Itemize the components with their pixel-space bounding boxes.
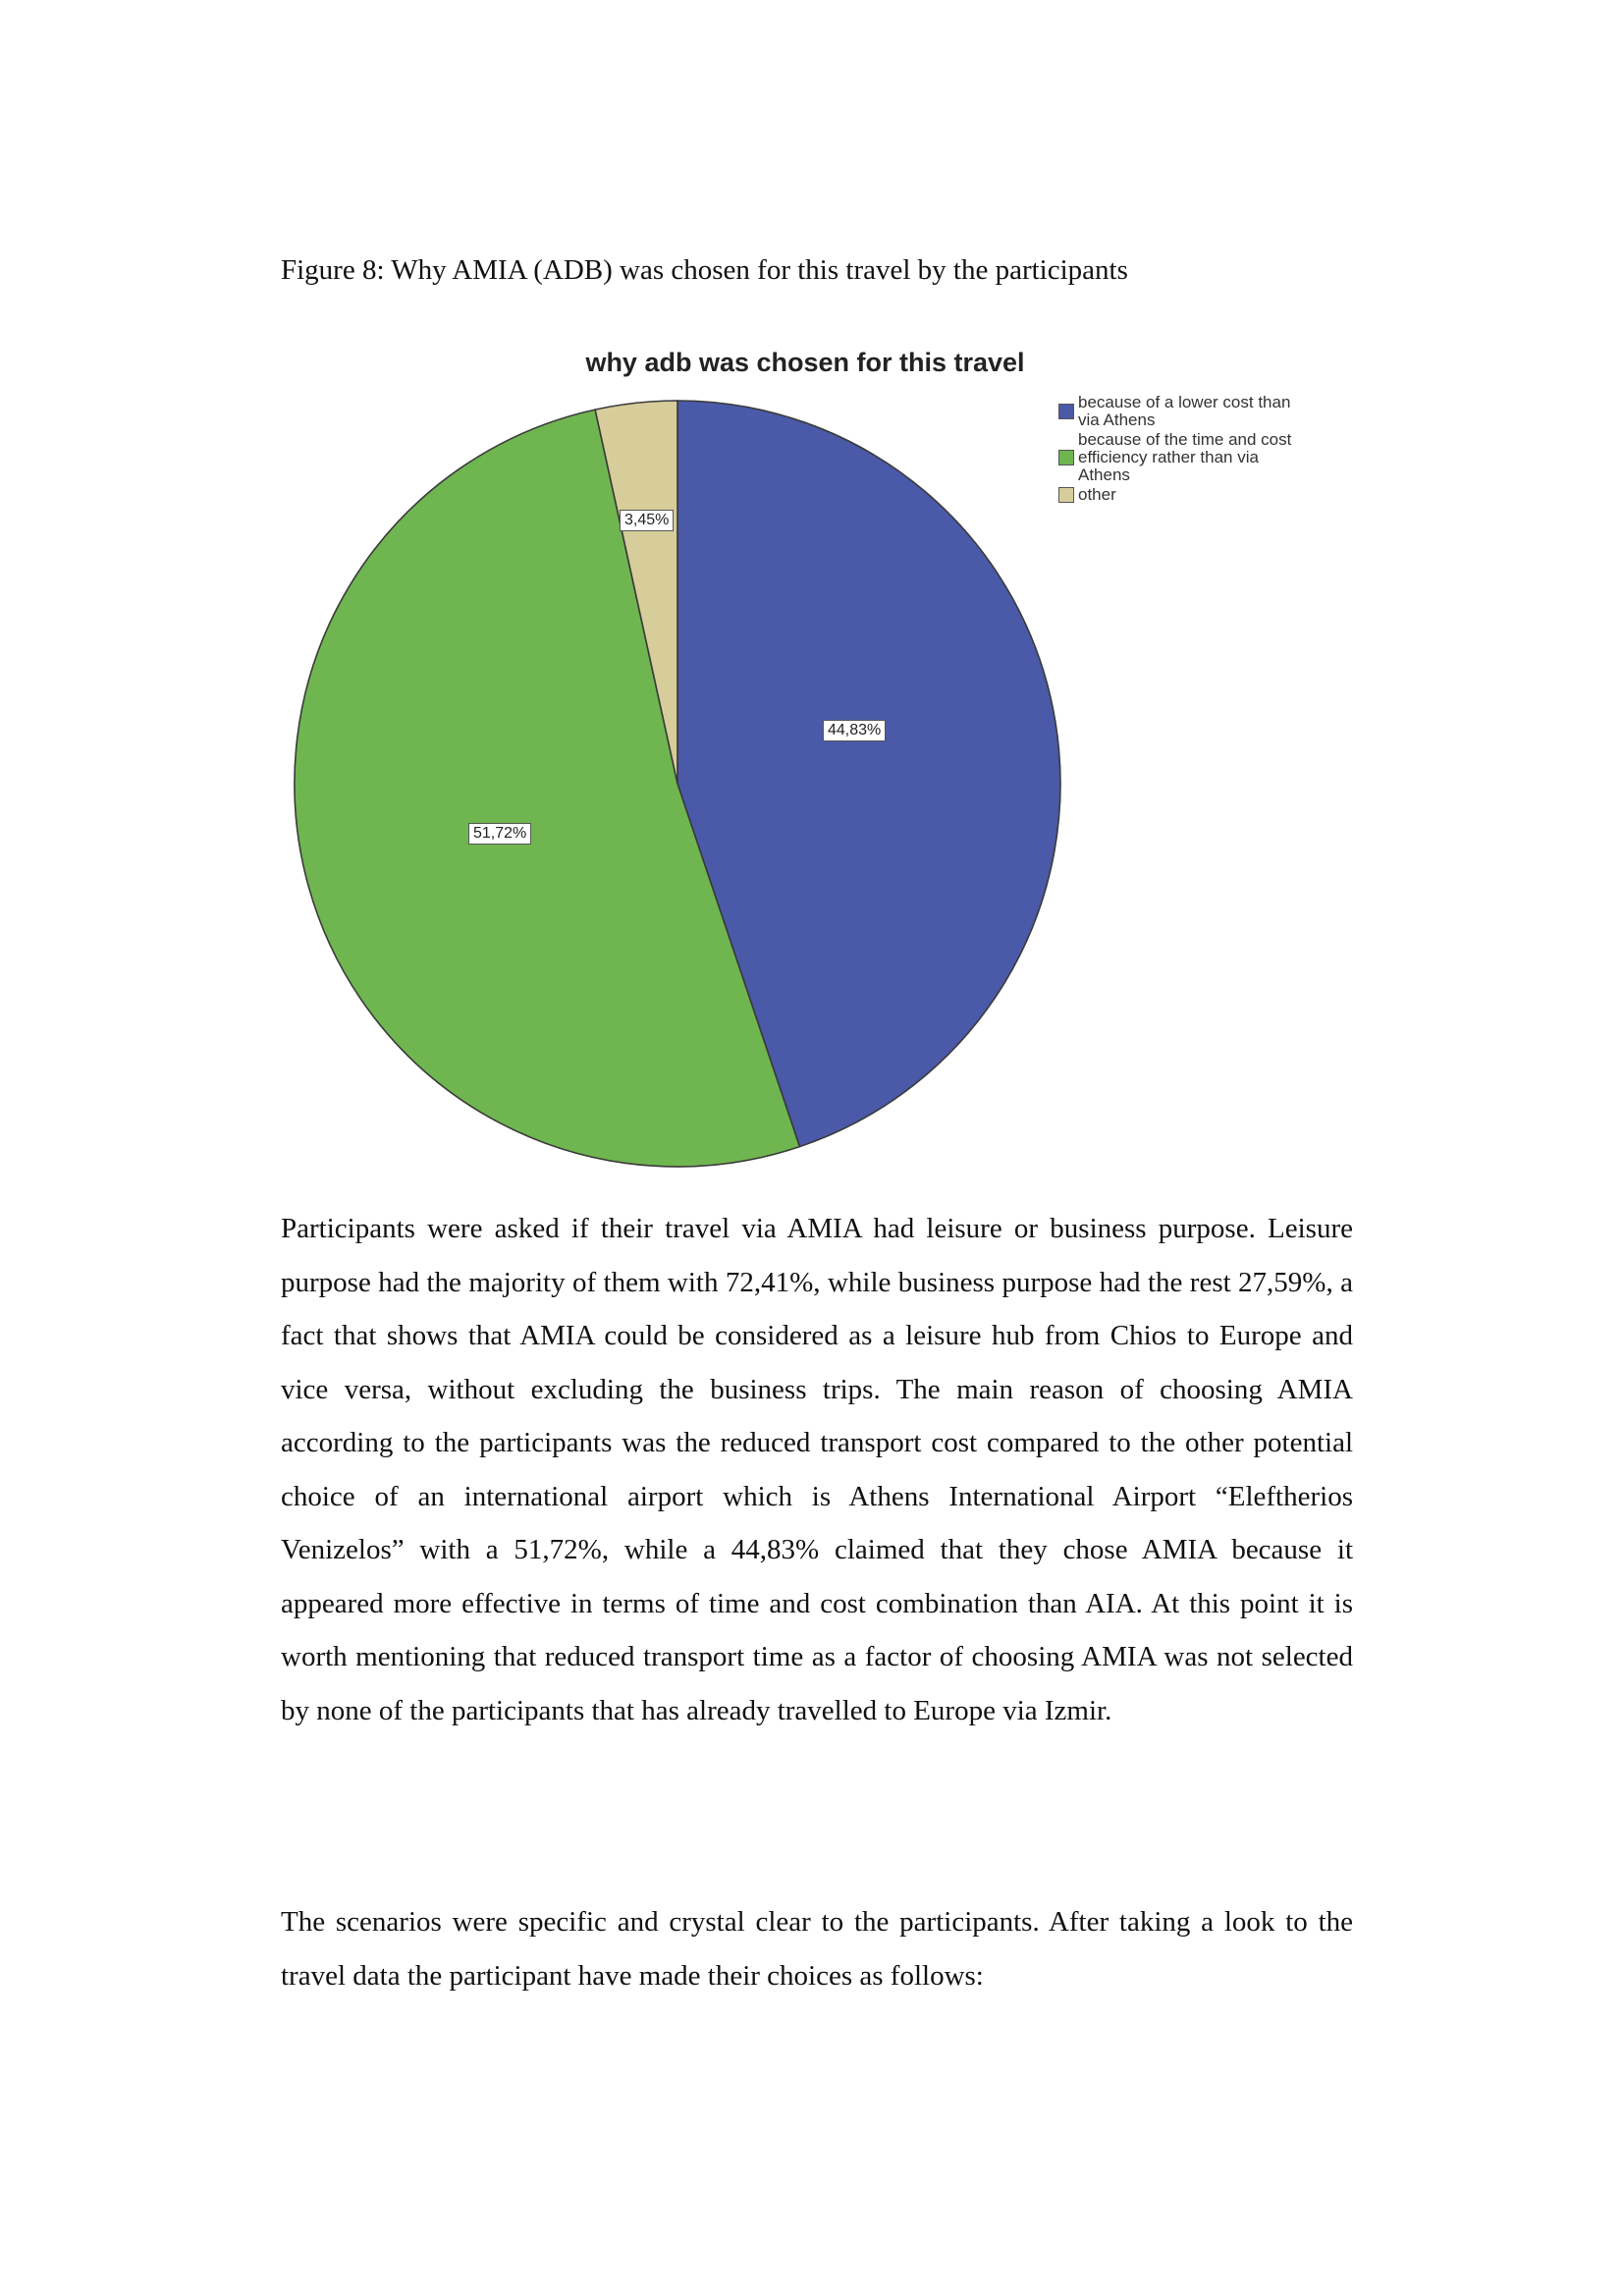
legend-swatch-lower-cost [1058, 404, 1074, 419]
legend-item-lower-cost [1058, 394, 1314, 429]
legend-label-other: other [1078, 485, 1116, 504]
pie-chart [285, 391, 1070, 1176]
slice-label-other: 3,45% [620, 510, 674, 531]
body-paragraph: Participants were asked if their travel via AMIA had leisure or business purpose. Leisure purpose had the majority of them with 72,41%, while business purpose had the rest 27,59%, a fact that shows that AMIA could be considered as a leisure hub from Chios to Europe and vice versa, without excluding the business trips. The main reason of choosing AMIA according to the participants was the reduced transport cost compared to the other potential choice of an international airport which is Athens International Airport “Eleftherios Venizelos” with a 51,72%, while a 44,83% claimed that they chose AMIA because it appeared more effective in terms of time and cost combination than AIA. At this point it is worth mentioning that reduced transport time as a factor of choosing AMIA was not selected by none of the participants that has already travelled to Europe via Izmir. [281, 1213, 1353, 1726]
legend-item-time-cost [1058, 431, 1314, 484]
legend-item-other [1058, 486, 1314, 504]
legend-label-time-cost: because of the time and cost efficiency rather than via Athens [1078, 430, 1292, 484]
chart-legend [1058, 394, 1314, 506]
slice-label-time-cost: 51,72% [468, 823, 531, 845]
slice-label-lower-cost: 44,83% [823, 720, 886, 741]
body-paragraph: The scenarios were specific and crystal clear to the participants. After taking a look to the travel data the participant have made their choices as follows: [281, 1906, 1353, 1992]
figure-caption: Figure 8: Why AMIA (ADB) was chosen for this travel by the participants [281, 254, 1128, 286]
legend-swatch-other [1058, 487, 1074, 503]
legend-label-lower-cost: because of a lower cost than via Athens [1078, 393, 1291, 429]
legend-swatch-time-cost [1058, 450, 1074, 465]
chart-title: why adb was chosen for this travel [585, 348, 1025, 377]
